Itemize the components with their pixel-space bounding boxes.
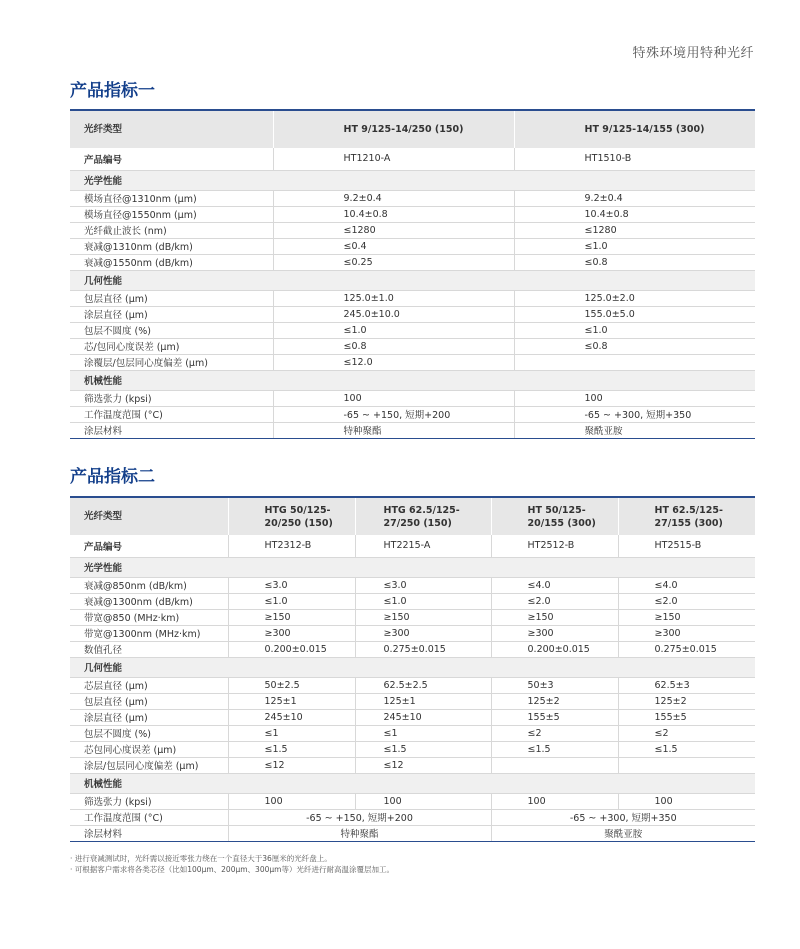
cell: HT2515-B: [618, 535, 755, 557]
cell: 100: [514, 390, 755, 406]
table-row: [70, 322, 755, 338]
table-row: [70, 422, 755, 438]
table-row: [70, 809, 755, 825]
header-line: HT 50/125-: [527, 504, 586, 516]
table2-code-row: [70, 535, 755, 557]
header-line: HTG 62.5/125-: [383, 504, 460, 516]
cell: 62.5±2.5: [355, 677, 491, 693]
cell: 155±5: [618, 709, 755, 725]
cell: 芯/包同心度误差 (μm): [70, 338, 273, 354]
footnotes: [70, 853, 394, 875]
cell: HT1210-A: [273, 148, 514, 170]
table2-category-optical: [70, 557, 755, 577]
table-row: [70, 709, 755, 725]
table-row: [70, 641, 755, 657]
table-row: [70, 238, 755, 254]
cell: 涂层直径 (μm): [70, 306, 273, 322]
cell: -65 ~ +150, 短期+200: [228, 809, 491, 825]
cell: ≤1.5: [228, 741, 355, 757]
cell: 100: [273, 390, 514, 406]
cell: ≥150: [618, 609, 755, 625]
cell: 245.0±10.0: [273, 306, 514, 322]
cell: 芯层直径 (μm): [70, 677, 228, 693]
cell: 0.200±0.015: [491, 641, 618, 657]
cell: 245±10: [355, 709, 491, 725]
cell: ≤2.0: [618, 593, 755, 609]
table1-header-row: [70, 110, 755, 148]
table2-category-geometry: [70, 657, 755, 677]
cell: [514, 354, 755, 370]
cell: ≥300: [355, 625, 491, 641]
table-row: [70, 206, 755, 222]
table-row: [70, 793, 755, 809]
cell: 0.275±0.015: [355, 641, 491, 657]
cell: ≥300: [618, 625, 755, 641]
cell: ≤1.0: [273, 322, 514, 338]
cell: 50±3: [491, 677, 618, 693]
cell: 100: [228, 793, 355, 809]
cell: ≤2: [491, 725, 618, 741]
header-line: 20/250 (150): [264, 517, 333, 529]
cell: 245±10: [228, 709, 355, 725]
cell: HT1510-B: [514, 148, 755, 170]
cell: ≤1.0: [228, 593, 355, 609]
table2-header-col2: [355, 497, 491, 535]
header-line: HT 62.5/125-: [654, 504, 723, 516]
table1-title: 产品指标一: [70, 81, 155, 101]
cell: 产品编号: [70, 148, 273, 170]
cell: 涂层直径 (μm): [70, 709, 228, 725]
cell: 带宽@1300nm (MHz·km): [70, 625, 228, 641]
header-line: 27/250 (150): [383, 517, 452, 529]
cell: 0.200±0.015: [228, 641, 355, 657]
cell: 涂覆层/包层同心度偏差 (μm): [70, 354, 273, 370]
cell: 筛选张力 (kpsi): [70, 793, 228, 809]
cell: 100: [491, 793, 618, 809]
category-label: 几何性能: [70, 657, 755, 677]
cell: 聚酰亚胺: [514, 422, 755, 438]
table1-category-mechanical: [70, 370, 755, 390]
cell: 包层不圆度 (%): [70, 322, 273, 338]
cell: ≥300: [491, 625, 618, 641]
cell: ≥300: [228, 625, 355, 641]
cell: 0.275±0.015: [618, 641, 755, 657]
table-row: [70, 757, 755, 773]
cell: 模场直径@1310nm (μm): [70, 190, 273, 206]
table2-title: 产品指标二: [70, 467, 155, 487]
table-row: [70, 406, 755, 422]
cell: 包层直径 (μm): [70, 693, 228, 709]
cell: ≤1.5: [491, 741, 618, 757]
table-row: [70, 677, 755, 693]
header-line: 27/155 (300): [654, 517, 723, 529]
cell: 衰减@850nm (dB/km): [70, 577, 228, 593]
cell: HT2512-B: [491, 535, 618, 557]
cell: 涂层材料: [70, 825, 228, 841]
cell: 带宽@850 (MHz·km): [70, 609, 228, 625]
cell: ≤0.25: [273, 254, 514, 270]
cell: 工作温度范围 (°C): [70, 809, 228, 825]
table2-header-col4: [618, 497, 755, 535]
cell: 聚酰亚胺: [491, 825, 755, 841]
cell: ≥150: [355, 609, 491, 625]
cell: 9.2±0.4: [514, 190, 755, 206]
cell: 9.2±0.4: [273, 190, 514, 206]
cell: HT2215-A: [355, 535, 491, 557]
spec-table-2: [70, 496, 755, 842]
cell: ≤2.0: [491, 593, 618, 609]
footnote: · 进行衰减测试时，光纤需以接近零张力绕在一个直径大于36厘米的光纤盘上。: [70, 854, 332, 863]
table-row: [70, 825, 755, 841]
table-row: [70, 190, 755, 206]
cell: 100: [355, 793, 491, 809]
table-row: [70, 390, 755, 406]
category-label: 光学性能: [70, 557, 755, 577]
cell: 衰减@1550nm (dB/km): [70, 254, 273, 270]
cell: ≤3.0: [228, 577, 355, 593]
category-label: 光学性能: [70, 170, 755, 190]
cell: ≥150: [228, 609, 355, 625]
cell: 50±2.5: [228, 677, 355, 693]
table2-header-col1: [228, 497, 355, 535]
cell: ≤1.0: [355, 593, 491, 609]
cell: ≤12: [228, 757, 355, 773]
cell: 衰减@1310nm (dB/km): [70, 238, 273, 254]
table-row: [70, 306, 755, 322]
cell: ≤4.0: [491, 577, 618, 593]
cell: ≤1280: [514, 222, 755, 238]
cell: 155.0±5.0: [514, 306, 755, 322]
cell: 衰减@1300nm (dB/km): [70, 593, 228, 609]
table1-header-col2: HT 9/125-14/155 (300): [584, 124, 705, 135]
cell: 产品编号: [70, 535, 228, 557]
cell: ≤12.0: [273, 354, 514, 370]
cell: ≤1: [355, 725, 491, 741]
cell: 光纤截止波长 (nm): [70, 222, 273, 238]
cell: [491, 757, 618, 773]
table1-category-optical: [70, 170, 755, 190]
cell: ≤1280: [273, 222, 514, 238]
cell: 特种聚酯: [228, 825, 491, 841]
header-line: 20/155 (300): [527, 517, 596, 529]
table1-header-col1: HT 9/125-14/250 (150): [273, 110, 514, 148]
cell: 芯包同心度误差 (μm): [70, 741, 228, 757]
cell: 涂层/包层同心度偏差 (μm): [70, 757, 228, 773]
cell: ≤1.5: [618, 741, 755, 757]
table1-header-type: 光纤类型: [70, 110, 273, 148]
cell: 125±2: [491, 693, 618, 709]
cell: -65 ~ +300, 短期+350: [514, 406, 755, 422]
table-row: [70, 290, 755, 306]
cell: -65 ~ +300, 短期+350: [491, 809, 755, 825]
cell: ≤0.8: [514, 338, 755, 354]
cell: 数值孔径: [70, 641, 228, 657]
table-row: [70, 609, 755, 625]
table-row: [70, 693, 755, 709]
cell: -65 ~ +150, 短期+200: [273, 406, 514, 422]
cell: ≤1: [228, 725, 355, 741]
cell: 筛选张力 (kpsi): [70, 390, 273, 406]
table-row: [70, 593, 755, 609]
header-line: HTG 50/125-: [264, 504, 331, 516]
table-row: [70, 354, 755, 370]
cell: [618, 757, 755, 773]
cell: ≤1.5: [355, 741, 491, 757]
cell: 125.0±1.0: [273, 290, 514, 306]
table-row: [70, 254, 755, 270]
cell: ≥150: [491, 609, 618, 625]
table2-header-col3: [491, 497, 618, 535]
table2-header-type: 光纤类型: [70, 497, 228, 535]
cell: 125±1: [355, 693, 491, 709]
table2-category-mechanical: [70, 773, 755, 793]
table-row: [70, 741, 755, 757]
cell: ≤4.0: [618, 577, 755, 593]
cell: 100: [618, 793, 755, 809]
cell: ≤0.8: [514, 254, 755, 270]
category-label: 机械性能: [70, 370, 755, 390]
table-row: [70, 222, 755, 238]
cell: 62.5±3: [618, 677, 755, 693]
cell: ≤3.0: [355, 577, 491, 593]
cell: ≤1.0: [514, 322, 755, 338]
cell: 125.0±2.0: [514, 290, 755, 306]
table1-code-row: [70, 148, 755, 170]
spec-table-1: [70, 109, 755, 439]
cell: 10.4±0.8: [273, 206, 514, 222]
cell: 包层直径 (μm): [70, 290, 273, 306]
footnote: · 可根据客户需求将各类芯径（比如100μm、200μm、300μm等）光纤进行耐高温涂覆层加工。: [70, 865, 394, 874]
cell: 155±5: [491, 709, 618, 725]
cell: ≤2: [618, 725, 755, 741]
table1-category-geometry: [70, 270, 755, 290]
category-label: 几何性能: [70, 270, 755, 290]
cell: 125±2: [618, 693, 755, 709]
cell: ≤0.8: [273, 338, 514, 354]
category-label: 机械性能: [70, 773, 755, 793]
cell: ≤12: [355, 757, 491, 773]
cell: 工作温度范围 (°C): [70, 406, 273, 422]
table2-header-row: [70, 497, 755, 535]
cell: 10.4±0.8: [514, 206, 755, 222]
table-row: [70, 725, 755, 741]
cell: 模场直径@1550nm (μm): [70, 206, 273, 222]
table-row: [70, 577, 755, 593]
cell: ≤0.4: [273, 238, 514, 254]
cell: ≤1.0: [514, 238, 755, 254]
cell: 125±1: [228, 693, 355, 709]
cell: 涂层材料: [70, 422, 273, 438]
cell: 包层不圆度 (%): [70, 725, 228, 741]
page-header-title: 特殊环境用特种光纤: [632, 46, 754, 61]
cell: 特种聚酯: [273, 422, 514, 438]
table-row: [70, 625, 755, 641]
table-row: [70, 338, 755, 354]
cell: HT2312-B: [228, 535, 355, 557]
